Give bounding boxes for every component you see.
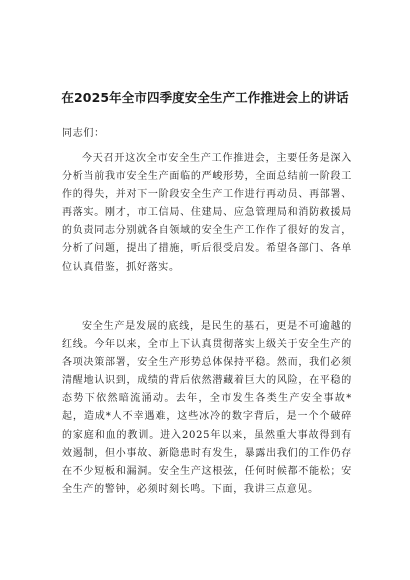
salutation: 同志们：	[62, 128, 105, 139]
paragraph: 安全生产是发展的底线，是民生的基石，更是不可逾越的红线。今年以来，全市上下认真贯彻落实上级关于安全生产的各项决策部署，安全生产形势总体保持平稳。然而，我们必须清醒地认识到，成绩的背后依然潜藏着巨大的风险，在平稳的态势下依然暗流涌动。去年，全市发生各类生产安全事故*起，造成*人不幸遇难，这些冰冷的数字背后，是一个个破碎的家庭和血的教训。进入2025年以来，虽然重大事故得到有效遏制，但小事故、新隐患时有发生，暴露出我们的工作仍存在不少短板和漏洞。安全生产这根弦，任何时候都不能松；安全生产的警钟，必须时刻长鸣。下面，我讲三点意见。	[62, 321, 352, 495]
paragraph-1-block	[62, 150, 352, 277]
document-title: 在2025年全市四季度安全生产工作推进会上的讲话	[61, 90, 349, 105]
paragraph: 今天召开这次全市安全生产工作推进会，主要任务是深入分析当前我市安全生产面临的严峻形势，全面总结前一阶段工作的得失，并对下一阶段安全生产工作进行再动员、再部署、再落实。刚才，市工信局、住建局、应急管理局和消防救援局的负责同志分别就各自领域的安全生产工作作了很好的发言，分析了问题，提出了措施，听后很受启发。希望各部门、各单位认真借鉴，抓好落实。	[62, 153, 352, 273]
paragraph-2-block	[62, 318, 352, 499]
